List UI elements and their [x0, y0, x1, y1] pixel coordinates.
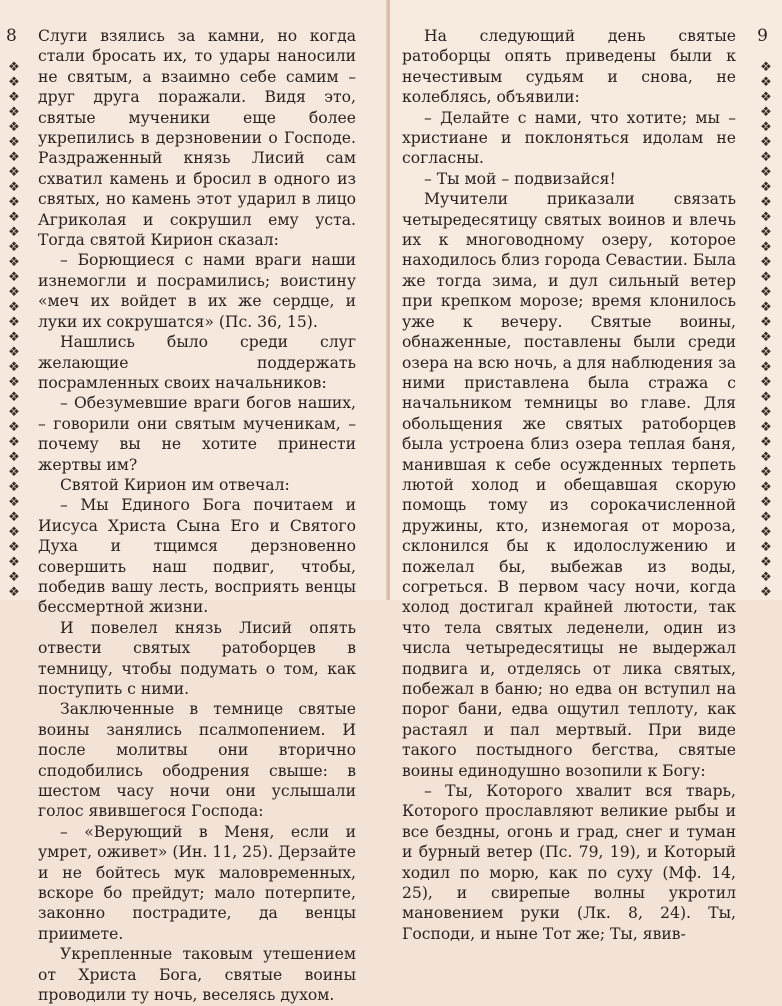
ornament-glyph-icon: ❖ [8, 195, 20, 210]
ornament-glyph-icon: ❖ [8, 435, 20, 450]
paragraph: Укрепленные таковым утешением от Христа Бога, святые воины проводили ту ночь, веселясь духом. [38, 945, 356, 1005]
left-border-ornament [6, 60, 22, 600]
paragraph: – «Верующий в Меня, если и умрет, оживет» (Ин. 11, 25). Дерзайте и не бойтесь мук маловременных, вскоре бо прейдут; мало потерпите, законно пострадите, да венцы приимете. [38, 822, 356, 943]
ornament-glyph-icon: ❖ [8, 360, 20, 375]
ornament-glyph-icon: ❖ [760, 240, 772, 255]
ornament-glyph-icon: ❖ [760, 435, 772, 450]
ornament-glyph-icon: ❖ [760, 195, 772, 210]
ornament-glyph-icon: ❖ [8, 540, 20, 555]
ornament-glyph-icon: ❖ [8, 255, 20, 270]
ornament-glyph-icon: ❖ [760, 390, 772, 405]
ornament-glyph-icon: ❖ [760, 120, 772, 135]
ornament-glyph-icon: ❖ [760, 150, 772, 165]
ornament-glyph-icon: ❖ [760, 510, 772, 525]
ornament-glyph-icon: ❖ [760, 585, 772, 600]
ornament-glyph-icon: ❖ [8, 165, 20, 180]
ornament-glyph-icon: ❖ [760, 60, 772, 75]
ornament-glyph-icon: ❖ [8, 525, 20, 540]
ornament-glyph-icon: ❖ [760, 270, 772, 285]
ornament-glyph-icon: ❖ [760, 405, 772, 420]
ornament-glyph-icon: ❖ [760, 300, 772, 315]
left-page [0, 0, 388, 1005]
ornament-glyph-icon: ❖ [760, 210, 772, 225]
ornament-glyph-icon: ❖ [8, 180, 20, 195]
ornament-glyph-icon: ❖ [760, 525, 772, 540]
ornament-glyph-icon: ❖ [760, 90, 772, 105]
ornament-glyph-icon: ❖ [760, 540, 772, 555]
paragraph: – Делайте с нами, что хотите; мы – христиане и поклоняться идолам не согласны. [402, 108, 736, 168]
ornament-glyph-icon: ❖ [760, 330, 772, 345]
ornament-glyph-icon: ❖ [8, 60, 20, 75]
ornament-glyph-icon: ❖ [760, 495, 772, 510]
ornament-glyph-icon: ❖ [8, 405, 20, 420]
paragraph: Мучители приказали связать четыредесятицу святых воинов и влечь их к многоводному озеру, которое находилось близ города Севастии. Была же тогда зима, и дул сильный ветер при крепком морозе; время клонилось уже к вечеру. Святые воины, обнаженные, поставлены были среди озера на всю ночь, а для наблюдения за ними приставлена была стража с начальником темницы во главе. Для обольщения же святых ратоборцев была устроена близ озера теплая баня, манившая к себе осужденных терпеть лютой холод и обещавшая скорую помощь тому из сорокачисленной дружины, кто, изнемогая от мороза, склонился бы к идолослужению и пожелал бы, выбежав из воды, согреться. В первом часу ночи, когда холод достигал крайней лютости, так что тела святых леденели, один из числа четыредесятицы не выдержал подвига и, отделясь от лика святых, побежал в баню; но едва он вступил на порог бани, едва ощутил теплоту, как растаял и пал мертвый. При виде такого постыдного бегства, святые воины единодушно возопили к Богу: [402, 190, 736, 780]
paragraph: Святой Кирион им отвечал: [60, 475, 290, 494]
paragraph: – Ты мой – подвизайся! [424, 169, 616, 188]
ornament-glyph-icon: ❖ [8, 90, 20, 105]
ornament-glyph-icon: ❖ [8, 135, 20, 150]
ornament-glyph-icon: ❖ [760, 465, 772, 480]
ornament-glyph-icon: ❖ [760, 480, 772, 495]
ornament-glyph-icon: ❖ [8, 150, 20, 165]
ornament-glyph-icon: ❖ [8, 315, 20, 330]
ornament-glyph-icon: ❖ [8, 450, 20, 465]
ornament-glyph-icon: ❖ [8, 330, 20, 345]
ornament-glyph-icon: ❖ [8, 75, 20, 90]
paragraph: – Обезумевшие враги богов наших, – говорили они святым мученикам, – почему вы не хотите принести жертвы им? [38, 394, 356, 474]
ornament-glyph-icon: ❖ [8, 570, 20, 585]
right-page-text [402, 26, 736, 944]
page-number-right: 9 [757, 26, 768, 46]
ornament-glyph-icon: ❖ [8, 300, 20, 315]
ornament-glyph-icon: ❖ [8, 225, 20, 240]
ornament-glyph-icon: ❖ [760, 255, 772, 270]
paragraph: На следующий день святые ратоборцы опять приведены были к нечестивым судьям и снова, не колеблясь, объявили: [402, 27, 736, 107]
paragraph: Нашлись было среди слуг желающие поддержать посрамленных своих начальников: [38, 333, 356, 392]
ornament-glyph-icon: ❖ [760, 555, 772, 570]
ornament-glyph-icon: ❖ [760, 105, 772, 120]
ornament-glyph-icon: ❖ [8, 345, 20, 360]
paragraph: Заключенные в темнице святые воины занялись псалмопением. И после молитвы они вторично сподобились ободрения свыше: в шестом часу ночи они услышали голос явившегося Господа: [38, 700, 356, 821]
ornament-glyph-icon: ❖ [760, 375, 772, 390]
ornament-glyph-icon: ❖ [760, 315, 772, 330]
ornament-glyph-icon: ❖ [760, 165, 772, 180]
ornament-glyph-icon: ❖ [8, 390, 20, 405]
ornament-glyph-icon: ❖ [760, 180, 772, 195]
paragraph: И повелел князь Лисий опять отвести святых ратоборцев в темницу, чтобы подумать о том, как поступить с ними. [38, 618, 356, 698]
ornament-glyph-icon: ❖ [8, 585, 20, 600]
ornament-glyph-icon: ❖ [8, 510, 20, 525]
ornament-glyph-icon: ❖ [8, 480, 20, 495]
ornament-glyph-icon: ❖ [760, 345, 772, 360]
ornament-glyph-icon: ❖ [760, 135, 772, 150]
right-page [390, 0, 782, 943]
paragraph: – Мы Единого Бога почитаем и Иисуса Христа Сына Его и Святого Духа и тщимся дерзновенно совершить наш подвиг, чтобы, победив вашу лесть, восприять венцы бессмертной жизни. [38, 496, 356, 617]
ornament-glyph-icon: ❖ [8, 270, 20, 285]
ornament-glyph-icon: ❖ [8, 240, 20, 255]
ornament-glyph-icon: ❖ [8, 120, 20, 135]
ornament-glyph-icon: ❖ [760, 570, 772, 585]
ornament-glyph-icon: ❖ [760, 420, 772, 435]
page-number-left: 8 [6, 26, 17, 46]
ornament-glyph-icon: ❖ [8, 285, 20, 300]
ornament-glyph-icon: ❖ [760, 75, 772, 90]
paragraph: Слуги взялись за камни, но когда стали бросать их, то удары наносили не святым, а взаимно себе самим – друг друга поражали. Видя это, святые мученики еще более укрепились в дерзновении о Господе. Раздраженный князь Лисий сам схватил камень и бросил в одного из святых, но камень этот ударил в лицо Агриколая и сокрушил ему уста. Тогда святой Кирион сказал: [38, 27, 356, 250]
ornament-glyph-icon: ❖ [8, 375, 20, 390]
ornament-glyph-icon: ❖ [8, 495, 20, 510]
left-page-text [38, 26, 356, 1006]
ornament-glyph-icon: ❖ [8, 420, 20, 435]
right-border-ornament [758, 60, 774, 600]
ornament-glyph-icon: ❖ [760, 285, 772, 300]
ornament-glyph-icon: ❖ [8, 105, 20, 120]
ornament-glyph-icon: ❖ [8, 555, 20, 570]
ornament-glyph-icon: ❖ [760, 450, 772, 465]
ornament-glyph-icon: ❖ [760, 225, 772, 240]
paragraph: – Ты, Которого хвалит вся тварь, Которого прославляют великие рыбы и все бездны, огонь и град, снег и туман и бурный ветер (Пс. 79, 19), и Который ходил по морю, как по суху (Мф. 14, 25), и свирепые волны укротил мановением руки (Лк. 8, 24). Ты, Господи, и ныне Тот же; Ты, явив- [402, 782, 736, 943]
paragraph: – Борющиеся с нами враги наши изнемогли и посрамились; воистину «меч их войдет в их же сердце, и луки их сокрушатся» (Пс. 36, 15). [38, 251, 356, 331]
ornament-glyph-icon: ❖ [8, 465, 20, 480]
ornament-glyph-icon: ❖ [760, 360, 772, 375]
ornament-glyph-icon: ❖ [8, 210, 20, 225]
